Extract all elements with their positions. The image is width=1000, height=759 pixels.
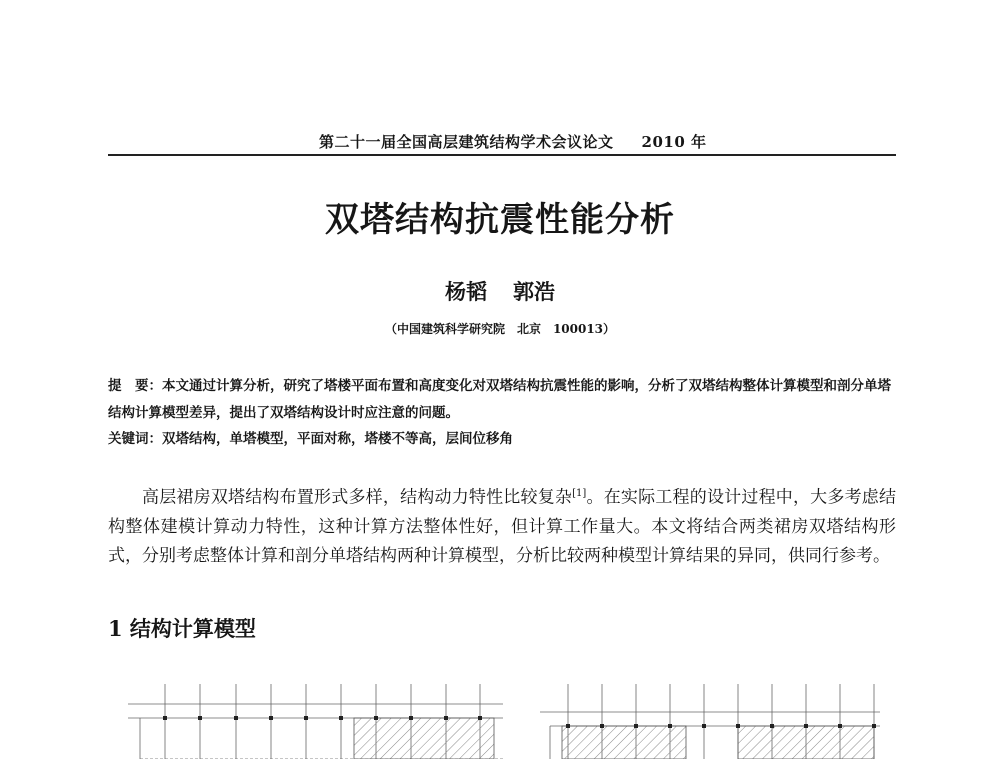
affiliation: （中国建筑科学研究院 北京 100013） (384, 322, 616, 336)
author-1: 杨韬 (445, 279, 487, 304)
abstract-text: 本文通过计算分析，研究了塔楼平面布置和高度变化对双塔结构抗震性能的影响，分析了双塔结构整体计算模型和剖分单塔结构计算模型差异，提出了双塔结构设计时应注意的问题。 (108, 378, 891, 421)
author-2: 郭浩 (513, 279, 555, 304)
keywords (108, 427, 896, 451)
keywords-label: 关键词： (108, 431, 162, 447)
keywords-text: 双塔结构，单塔模型，平面对称，塔楼不等高，层间位移角 (162, 431, 513, 447)
header-conference: 第二十一届全国高层建筑结构学术会议论文 (319, 133, 614, 151)
citation-ref: [1] (572, 488, 587, 499)
header-year: 2010 年 (641, 133, 707, 151)
running-header (319, 131, 707, 152)
structural-plan-figure-b (540, 684, 882, 759)
section-heading: 1 结构计算模型 (108, 616, 256, 641)
abstract-label: 提 要： (108, 378, 162, 394)
header-rule (108, 154, 896, 156)
abstract (108, 373, 896, 427)
intro-text-2: 。在实际工程的设计过程中，大多考虑结构整体建模计算动力特性，这种计算方法整体性好，但计算工作量大。本文将结合两类裙房双塔结构形式，分别考虑整体计算和剖分单塔结构两种计算模型，分析比较两种模型计算结果的异同，供同行参考。 (108, 487, 897, 566)
authors (0, 276, 1000, 306)
intro-paragraph (108, 479, 896, 571)
intro-text-1: 高层裙房双塔结构布置形式多样，结构动力特性比较复杂 (142, 487, 573, 508)
structural-plan-figure-a (128, 684, 508, 759)
paper-title: 双塔结构抗震性能分析 (325, 200, 675, 240)
